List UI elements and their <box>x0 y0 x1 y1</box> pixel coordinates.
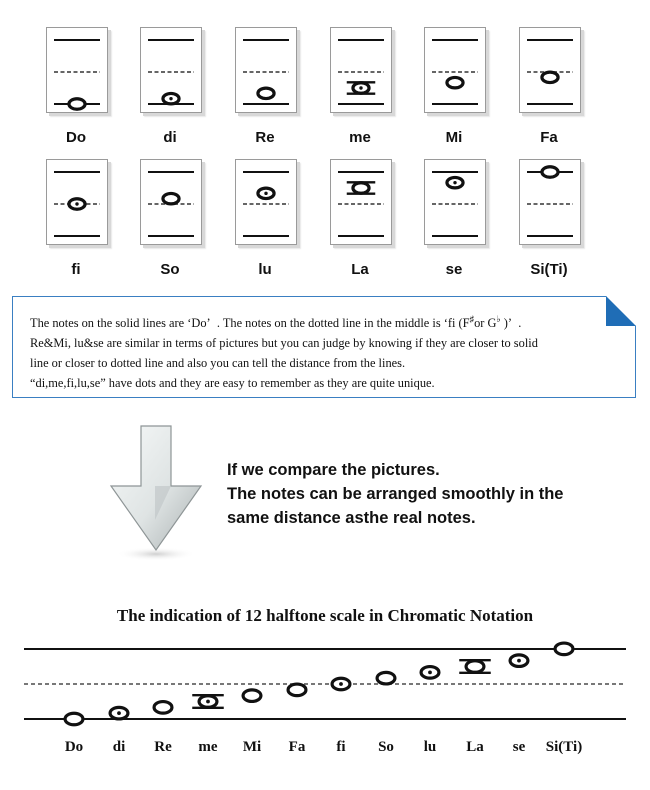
folded-corner-icon <box>606 296 636 326</box>
staff-icon <box>425 160 485 244</box>
scale-label: lu <box>423 739 437 755</box>
scale-label: So <box>378 739 394 755</box>
note-dotted <box>421 667 439 679</box>
compare-text <box>227 458 627 530</box>
note <box>243 690 261 702</box>
info-line-4: “di,me,fi,lu,se” have dots and they are easy to remember as they are quite unique. <box>30 376 435 391</box>
staff-icon <box>236 28 296 112</box>
note <box>154 702 172 714</box>
staff-icon <box>47 160 107 244</box>
info-line-2: Re&Mi, lu&se are similar in terms of pictures but you can judge by knowing if they are closer to solid <box>30 336 538 351</box>
staff-icon <box>141 160 201 244</box>
card-label: lu <box>258 261 272 278</box>
note <box>65 713 83 725</box>
info-text: or G <box>474 316 497 331</box>
flat-icon: ♭ <box>496 314 501 324</box>
compare-line: The notes can be arranged smoothly in the <box>227 485 564 503</box>
scale-label: Re <box>154 739 172 755</box>
staff-icon <box>331 28 391 112</box>
staff-icon <box>141 28 201 112</box>
staff-icon <box>47 28 107 112</box>
note <box>542 72 558 82</box>
info-text: )’ . <box>500 316 522 331</box>
card-label: Mi <box>445 129 463 146</box>
note-card-la <box>330 159 392 245</box>
info-line-1 <box>30 309 615 333</box>
scale-label: fi <box>336 739 346 755</box>
note-dotted <box>110 707 128 719</box>
note-dotted <box>347 82 376 93</box>
card-label: So <box>160 261 180 278</box>
info-line-3: line or closer to dotted line and also you can tell the distance from the lines. <box>30 356 406 371</box>
card-label: La <box>351 261 369 278</box>
scale-label: Fa <box>288 739 306 755</box>
scale-label: Si(Ti) <box>545 739 583 755</box>
card-label: me <box>349 129 371 146</box>
card-label: di <box>163 129 177 146</box>
note <box>347 182 376 193</box>
note <box>69 99 85 109</box>
note-dotted <box>258 188 274 198</box>
scale-title: The indication of 12 halftone scale in Chromatic Notation <box>116 606 534 625</box>
info-box <box>12 296 636 398</box>
scale-label: se <box>512 739 526 755</box>
staff-icon <box>520 28 580 112</box>
card-label: Si(Ti) <box>530 261 568 278</box>
note-card-si <box>519 159 581 245</box>
scale-label: me <box>198 739 218 755</box>
card-label: Re <box>255 129 275 146</box>
note-dotted <box>332 678 350 690</box>
staff-icon <box>331 160 391 244</box>
note-card-mi <box>424 27 486 113</box>
note-card-so <box>140 159 202 245</box>
card-label: Fa <box>540 129 558 146</box>
note-card-do <box>46 27 108 113</box>
note <box>542 167 558 177</box>
card-label: fi <box>71 261 81 278</box>
note-dotted <box>192 695 224 708</box>
scale-label: La <box>466 739 484 755</box>
staff-icon <box>520 160 580 244</box>
note <box>555 643 573 655</box>
note <box>163 193 179 203</box>
scale-label: Do <box>64 739 84 755</box>
staff-icon <box>236 160 296 244</box>
down-arrow-icon <box>108 424 204 564</box>
note-card-fa <box>519 27 581 113</box>
note-dotted <box>510 655 528 667</box>
card-label: se <box>445 261 463 278</box>
note-card-me <box>330 27 392 113</box>
note-card-lu <box>235 159 297 245</box>
note-dotted <box>447 177 463 187</box>
note <box>377 672 395 684</box>
info-text: The notes on the solid lines are ‘Do’ . The notes on the dotted line in the middle is ‘fi (F <box>30 316 470 331</box>
note <box>258 88 274 98</box>
scale-label: Mi <box>242 739 262 755</box>
note <box>447 77 463 87</box>
note-card-se <box>424 159 486 245</box>
compare-line: If we compare the pictures. <box>227 461 440 479</box>
note <box>288 684 306 696</box>
note-card-re <box>235 27 297 113</box>
card-label: Do <box>66 129 86 146</box>
note-card-di <box>140 27 202 113</box>
sharp-icon: ♯ <box>469 314 475 324</box>
chromatic-scale-staff <box>0 640 650 735</box>
note-dotted <box>163 93 179 103</box>
scale-label: di <box>112 739 126 755</box>
compare-line: same distance asthe real notes. <box>227 509 476 527</box>
note-card-fi <box>46 159 108 245</box>
staff-icon <box>425 28 485 112</box>
note <box>459 660 491 673</box>
note-dotted <box>69 199 85 209</box>
